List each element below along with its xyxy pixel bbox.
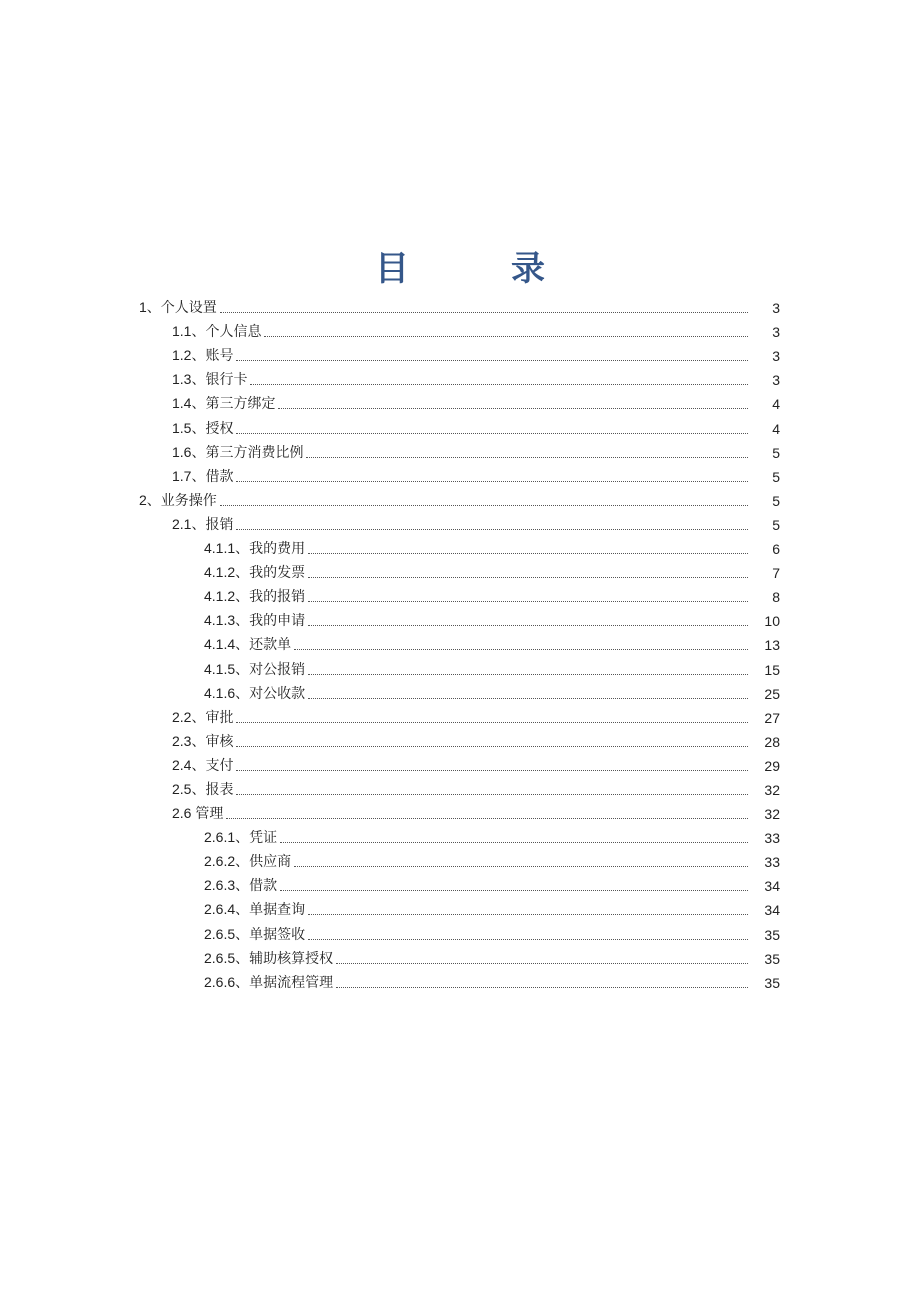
toc-entry-number: 2.6.2、	[204, 853, 250, 870]
toc-entry[interactable]	[0, 655, 920, 679]
toc-entry-text: 借款	[205, 468, 234, 485]
toc-entry-number: 4.1.3、	[204, 612, 250, 629]
toc-entry-text: 对公收款	[249, 685, 306, 702]
toc-entry-page-number: 34	[764, 902, 780, 919]
toc-entry-page-number: 35	[764, 950, 780, 967]
toc-dot-leader	[308, 625, 748, 626]
toc-entry-number: 1.5、	[172, 419, 206, 436]
toc-dot-leader	[236, 746, 748, 747]
toc-entry-page-number: 32	[764, 781, 780, 798]
toc-entry-page-number: 29	[764, 757, 780, 774]
toc-dot-leader	[306, 457, 748, 458]
toc-entry-label	[172, 321, 264, 342]
toc-dot-leader	[308, 674, 748, 675]
toc-dot-leader	[236, 770, 748, 771]
toc-entry[interactable]	[0, 680, 920, 704]
toc-entry[interactable]	[0, 824, 920, 848]
toc-entry-label	[204, 659, 308, 680]
toc-entry[interactable]	[0, 728, 920, 752]
toc-dot-leader	[308, 577, 748, 578]
toc-list	[0, 294, 920, 993]
toc-entry-page-number: 35	[764, 926, 780, 943]
toc-entry-page-number: 25	[764, 685, 780, 702]
toc-entry-label	[172, 779, 236, 800]
toc-entry-number: 1.4、	[172, 395, 206, 412]
toc-dot-leader	[308, 601, 748, 602]
toc-entry-text: 报表	[205, 781, 234, 798]
toc-entry-text: 第三方绑定	[205, 396, 276, 413]
toc-dot-leader	[294, 866, 748, 867]
toc-entry-label	[204, 683, 308, 704]
toc-entry-text: 审批	[205, 709, 234, 726]
toc-entry-text: 我的申请	[249, 613, 306, 630]
toc-title: 目 录	[375, 249, 579, 289]
toc-entry-text: 业务操作	[160, 492, 217, 509]
toc-entry[interactable]	[0, 969, 920, 993]
toc-entry-number: 4.1.4、	[204, 636, 250, 653]
toc-entry[interactable]	[0, 414, 920, 438]
toc-entry[interactable]	[0, 487, 920, 511]
toc-entry-page-number: 5	[772, 516, 780, 533]
toc-entry-page-number: 3	[772, 372, 780, 389]
toc-entry-page-number: 10	[764, 613, 780, 630]
toc-dot-leader	[236, 722, 748, 723]
toc-entry-page-number: 33	[764, 854, 780, 871]
toc-entry-label	[172, 466, 236, 487]
toc-entry[interactable]	[0, 776, 920, 800]
toc-entry-page-number: 5	[772, 468, 780, 485]
toc-dot-leader	[308, 553, 748, 554]
toc-entry[interactable]	[0, 559, 920, 583]
toc-entry-number: 2.6.1、	[204, 829, 250, 846]
toc-dot-leader	[280, 842, 748, 843]
toc-entry-number: 2.6.4、	[204, 901, 250, 918]
toc-entry-page-number: 32	[764, 806, 780, 823]
toc-entry[interactable]	[0, 872, 920, 896]
toc-entry-page-number: 8	[772, 589, 780, 606]
toc-entry-number: 4.1.1、	[204, 540, 250, 557]
toc-entry-number: 4.1.2、	[204, 588, 250, 605]
toc-entry-label	[172, 393, 278, 414]
toc-entry[interactable]	[0, 583, 920, 607]
toc-entry[interactable]	[0, 752, 920, 776]
toc-entry-label	[172, 707, 236, 728]
toc-entry[interactable]	[0, 607, 920, 631]
toc-entry-page-number: 15	[764, 661, 780, 678]
toc-entry[interactable]	[0, 463, 920, 487]
toc-entry-label	[139, 490, 220, 511]
toc-entry-text: 单据查询	[249, 902, 306, 919]
toc-entry-number: 2.6.3、	[204, 877, 250, 894]
toc-entry-number: 2.6	[172, 805, 196, 822]
toc-entry-number: 2.6.5、	[204, 925, 250, 942]
toc-entry-page-number: 13	[764, 637, 780, 654]
toc-dot-leader	[278, 408, 748, 409]
toc-dot-leader	[236, 481, 748, 482]
toc-entry-label	[172, 345, 236, 366]
toc-entry-number: 4.1.5、	[204, 660, 250, 677]
toc-entry-number: 2.6.5、	[204, 949, 250, 966]
toc-entry[interactable]	[0, 800, 920, 824]
toc-entry[interactable]	[0, 896, 920, 920]
toc-entry-text: 还款单	[249, 637, 292, 654]
toc-entry-page-number: 27	[764, 709, 780, 726]
toc-entry-label	[204, 610, 308, 631]
toc-entry-number: 2.6.6、	[204, 973, 250, 990]
toc-entry-label	[172, 369, 250, 390]
toc-entry-label	[204, 851, 294, 872]
toc-entry[interactable]	[0, 848, 920, 872]
toc-entry[interactable]	[0, 511, 920, 535]
toc-dot-leader	[336, 987, 748, 988]
toc-entry-number: 1.7、	[172, 467, 206, 484]
toc-entry-text: 单据签收	[249, 926, 306, 943]
toc-entry[interactable]	[0, 704, 920, 728]
toc-dot-leader	[264, 336, 748, 337]
toc-entry-text: 个人设置	[160, 300, 217, 317]
toc-entry-text: 第三方消费比例	[205, 444, 304, 461]
toc-entry-page-number: 35	[764, 974, 780, 991]
toc-dot-leader	[236, 529, 748, 530]
toc-entry-text: 单据流程管理	[249, 974, 334, 991]
toc-entry-text: 对公报销	[249, 661, 306, 678]
toc-entry[interactable]	[0, 318, 920, 342]
toc-entry-page-number: 33	[764, 830, 780, 847]
toc-entry[interactable]	[0, 439, 920, 463]
toc-entry[interactable]	[0, 294, 920, 318]
toc-dot-leader	[336, 963, 748, 964]
toc-entry-label	[204, 827, 280, 848]
toc-entry-number: 4.1.2、	[204, 564, 250, 581]
toc-entry[interactable]	[0, 342, 920, 366]
toc-dot-leader	[308, 939, 748, 940]
toc-entry-label	[204, 948, 336, 969]
toc-entry-page-number: 5	[772, 444, 780, 461]
toc-entry-page-number: 5	[772, 492, 780, 509]
toc-entry-page-number: 6	[772, 541, 780, 558]
toc-entry[interactable]	[0, 366, 920, 390]
toc-entry-number: 1.2、	[172, 347, 206, 364]
toc-entry-label	[172, 731, 236, 752]
toc-entry-text: 凭证	[249, 830, 278, 847]
toc-dot-leader	[236, 433, 748, 434]
toc-entry-label	[204, 875, 280, 896]
toc-entry-text: 银行卡	[205, 372, 248, 389]
toc-entry-page-number: 28	[764, 733, 780, 750]
toc-entry-label	[172, 755, 236, 776]
toc-dot-leader	[220, 312, 748, 313]
toc-entry-page-number: 4	[772, 420, 780, 437]
toc-entry[interactable]	[0, 945, 920, 969]
toc-entry[interactable]	[0, 390, 920, 414]
toc-dot-leader	[294, 649, 748, 650]
toc-entry-label	[172, 418, 236, 439]
toc-entry[interactable]	[0, 631, 920, 655]
toc-entry-text: 我的费用	[249, 541, 306, 558]
toc-entry-label	[172, 514, 236, 535]
toc-dot-leader	[236, 360, 748, 361]
toc-entry-text: 我的发票	[249, 565, 306, 582]
toc-entry-label	[204, 899, 308, 920]
toc-entry-page-number: 3	[772, 324, 780, 341]
toc-dot-leader	[280, 890, 748, 891]
toc-entry-text: 管理	[195, 806, 224, 823]
toc-entry-page-number: 34	[764, 878, 780, 895]
toc-entry-number: 2.2、	[172, 708, 206, 725]
toc-entry-number: 2.3、	[172, 732, 206, 749]
toc-entry-page-number: 4	[772, 396, 780, 413]
toc-entry-label	[204, 562, 308, 583]
toc-entry-label	[172, 442, 306, 463]
toc-entry-text: 借款	[249, 878, 278, 895]
toc-entry-text: 报销	[205, 516, 234, 533]
toc-entry-number: 1.1、	[172, 323, 206, 340]
toc-entry[interactable]	[0, 535, 920, 559]
toc-entry-text: 供应商	[249, 854, 292, 871]
toc-dot-leader	[308, 698, 748, 699]
toc-entry-label	[204, 924, 308, 945]
toc-entry-label	[172, 803, 226, 824]
toc-entry-number: 1.3、	[172, 371, 206, 388]
toc-entry-text: 审核	[205, 733, 234, 750]
toc-entry-number: 2.4、	[172, 756, 206, 773]
toc-entry-label	[204, 972, 336, 993]
toc-dot-leader	[308, 914, 748, 915]
toc-entry-text: 支付	[205, 757, 234, 774]
toc-entry-page-number: 3	[772, 348, 780, 365]
toc-entry-number: 2.1、	[172, 515, 206, 532]
toc-entry-number: 1、	[139, 299, 161, 316]
toc-entry[interactable]	[0, 920, 920, 944]
toc-entry-label	[139, 297, 220, 318]
toc-entry-label	[204, 634, 294, 655]
toc-entry-page-number: 7	[772, 565, 780, 582]
toc-entry-page-number: 3	[772, 300, 780, 317]
toc-dot-leader	[236, 794, 748, 795]
toc-dot-leader	[226, 818, 748, 819]
toc-dot-leader	[220, 505, 748, 506]
toc-entry-number: 1.6、	[172, 443, 206, 460]
toc-entry-text: 账号	[205, 348, 234, 365]
toc-entry-text: 我的报销	[249, 589, 306, 606]
toc-entry-label	[204, 586, 308, 607]
toc-entry-number: 4.1.6、	[204, 684, 250, 701]
toc-entry-label	[204, 538, 308, 559]
toc-dot-leader	[250, 384, 748, 385]
toc-entry-number: 2、	[139, 491, 161, 508]
toc-entry-text: 辅助核算授权	[249, 950, 334, 967]
toc-entry-text: 个人信息	[205, 324, 262, 341]
toc-entry-text: 授权	[205, 420, 234, 437]
toc-entry-number: 2.5、	[172, 780, 206, 797]
